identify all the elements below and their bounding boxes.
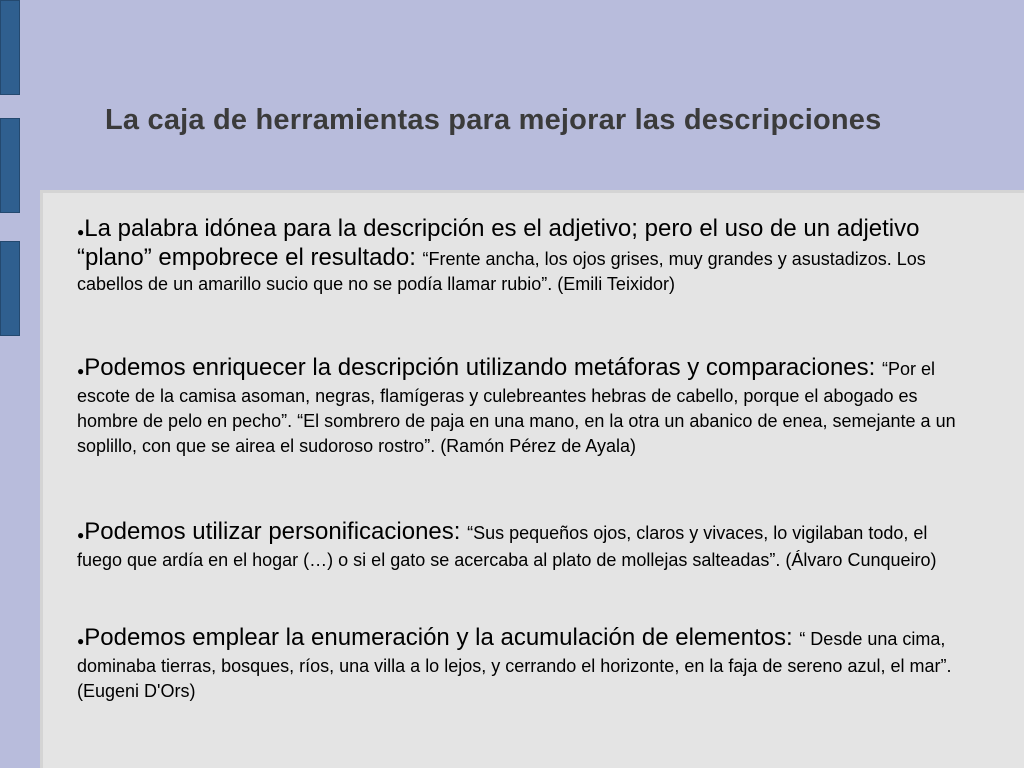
paragraph-lead-2: Podemos enriquecer la descripción utilizando metáforas y comparaciones: bbox=[84, 354, 882, 381]
paragraph-quote-3: “Sus pequeños ojos, claros y vivaces, lo vigilaban todo, el fuego que ardía en el hogar (…) o si el gato se acercaba al plato de mollejas salteadas”. (Álvaro Cunqueiro) bbox=[77, 523, 937, 570]
paragraph-quote-1: “Frente ancha, los ojos grises, muy grandes y asustadizos. Los cabellos de un amarillo sucio que no se podía llamar rubio”. (Emili Teixidor) bbox=[77, 249, 926, 294]
bullet-icon: ● bbox=[77, 634, 85, 648]
paragraph-quote-2: “Por el escote de la camisa asoman, negras, flamígeras y culebreantes hebras de cabello, porque el abogado es hombre de pelo en pecho”. “El sombrero de paja en una mano, en la otra un abanico de enea, semejante a un soplillo, con que se airea el sudoroso rostro”. (Ramón Pérez de Ayala) bbox=[77, 359, 956, 456]
decorative-side-bar-3 bbox=[0, 241, 20, 336]
slide-title: La caja de herramientas para mejorar las descripciones bbox=[105, 104, 882, 136]
bullet-icon: ● bbox=[77, 528, 85, 542]
paragraph-lead-3: Podemos utilizar personificaciones: bbox=[84, 518, 468, 545]
bullet-paragraph-3 bbox=[77, 519, 972, 573]
bullet-icon: ● bbox=[77, 225, 85, 239]
paragraph-quote-4: “ Desde una cima, dominaba tierras, bosques, ríos, una villa a lo lejos, y cerrando el horizonte, en la faja de sereno azul, el mar”. (Eugeni D'Ors) bbox=[77, 629, 952, 701]
paragraph-lead-4: Podemos emplear la enumeración y la acumulación de elementos: bbox=[84, 624, 800, 651]
paragraph-lead-1: La palabra idónea para la descripción es el adjetivo; pero el uso de un adjetivo “plano” empobrece el resultado: bbox=[77, 215, 920, 271]
bullet-paragraph-1 bbox=[77, 216, 972, 297]
bullet-paragraph-4 bbox=[77, 625, 972, 704]
decorative-side-bar-2 bbox=[0, 118, 20, 213]
bullet-icon: ● bbox=[77, 364, 85, 378]
decorative-side-bar-1 bbox=[0, 0, 20, 95]
content-panel bbox=[40, 190, 1024, 768]
bullet-paragraph-2 bbox=[77, 355, 972, 459]
